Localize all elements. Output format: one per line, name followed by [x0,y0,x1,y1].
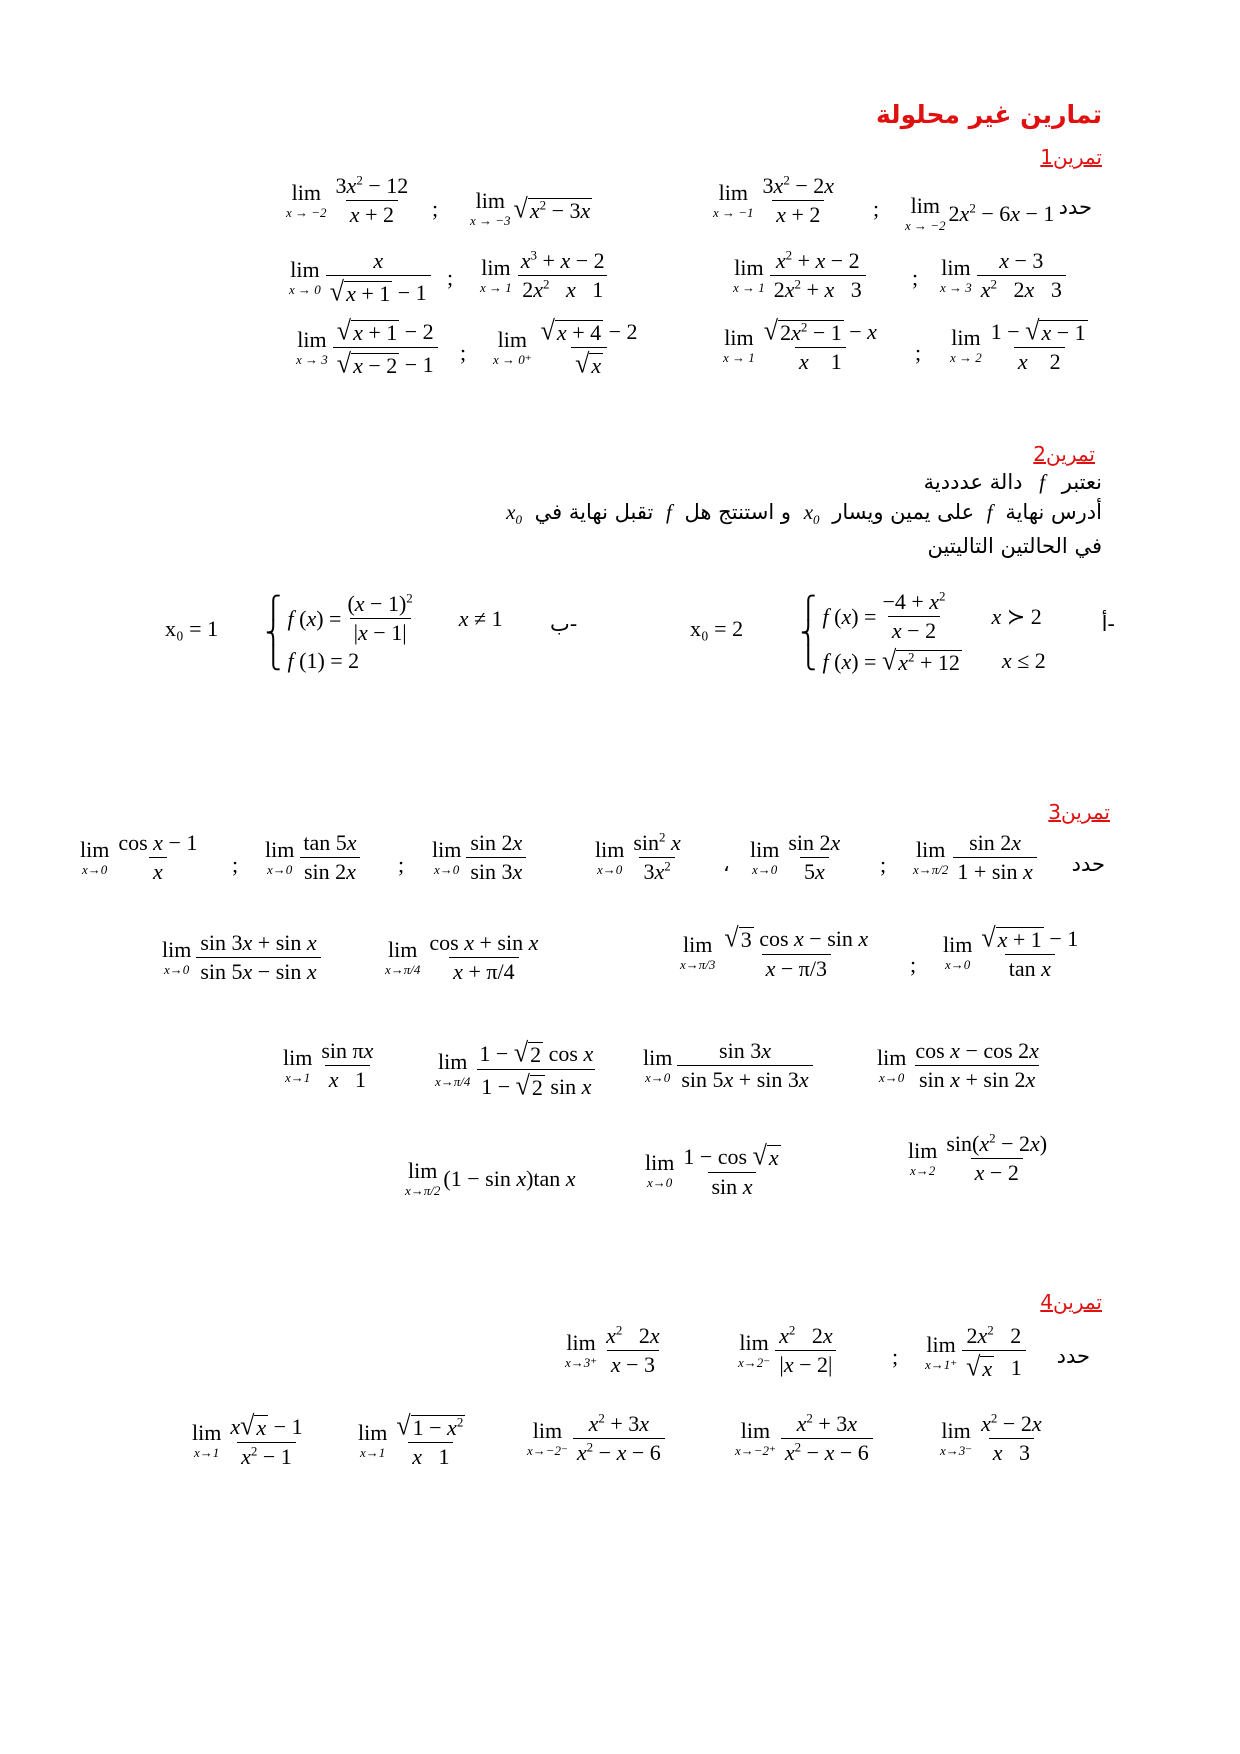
ex4-limit-6: lim x→−2⁻ $\frac{x^2 + 3x}{x^2 - x - 6}$ [527,1413,667,1464]
ex1-limit-9: lim x → 2 1 − √ x − 1 x 2 [950,315,1086,374]
exercise-3-label: تمرين3 [1048,800,1110,824]
ex3-limit-11: lim x→0 $\frac{\text{cos x − cos 2x}}{\text{sin x + sin 2x}}$ [877,1038,1039,1092]
ex3-sep: ; [232,852,239,877]
ex3-comma: ، [723,852,730,876]
ex4-limit-3: lim x→3⁺ $\frac{x^2 2x}{x - 3}$ [565,1322,660,1377]
ex1-limit-1: lim x → −2 $2x^2 - 6x - 1$ [905,193,1055,233]
ex1-sep: ; [460,340,467,365]
ex3-limit-5: lim x→0 $\frac{\tan 5x}{\sin 2x}$ [265,832,363,883]
ex3-sep: ; [910,952,917,977]
ex1-limit-2: lim x → −1 $\frac{3x^2 - 2x}{x + 2}$ [713,172,834,227]
ex3-sep: ; [398,852,405,877]
ex2-line2: أدرس نهاية f على يمين ويسار $x_0$ و استنتج هل f تقبل نهاية في $x_0$ [506,500,1102,528]
ex1-sep: ; [432,196,439,221]
ex1-limit-11: lim x → 0⁺ √ x + 4 − 2 √ x [493,315,638,379]
ex4-limit-5: lim x→−2⁺ $\frac{x^2 + 3x}{x^2 - x - 6}$ [735,1413,875,1464]
ex1-limit-6: lim x → 1 $\frac{x^2 + x - 2}{2x^2 + x 3}$ [733,250,868,301]
ex1-limit-3: lim x → −3 √ $x^2 - 3x$ [470,188,591,228]
exercise-4-instruction: حدد [1056,1344,1090,1368]
ex3-limit-10: lim x→0 $\frac{\text{sin 3x + sin x}}{\text{sin 5x − sin x}}$ [162,932,323,983]
ex2-line3: في الحالتين التاليتين [927,534,1102,558]
ex4-limit-8: lim x→1 x √ x − 1 $x^2 - 1$ [192,1410,303,1469]
ex1-limit-8: lim x → 0 x √ x + 1 − 1 [289,250,433,305]
page-title: تمارين غير محلولة [876,100,1102,129]
ex1-limit-4: lim x → −2 $\frac{3x^2 - 12}{x + 2}$ [286,172,409,227]
exercise-4-label: تمرين4 [1040,1290,1102,1314]
ex4-limit-4: lim x→3⁻ $\frac{x^2 - 2x}{x 3}$ [940,1410,1042,1465]
ex3-limit-13: lim x→π/4 1 − √ 2 cos x 1 − √ 2 sin x [435,1040,599,1099]
ex3-limit-12: lim x→0 $\frac{\sin 3x}{\sin 5x + \sin 3x}$ [643,1040,815,1091]
ex1-limit-12: lim x → 3 √ x + 1 − 2 √ x − 2 − 1 [296,318,440,377]
ex3-limit-4: lim x→0 $\frac{\sin 2x}{\sin 3x}$ [432,832,528,883]
ex3-limit-6: lim x→0 $\frac{\text{cos x − 1}}{x}$ [80,830,198,884]
ex3-limit-14: lim x→1 $\frac{\text{sin πx}}{x 1}$ [283,1038,374,1092]
ex3-limit-17: lim x→π/2 (1 − sin x)tan x [405,1158,576,1198]
ex1-sep: ; [912,265,919,290]
ex1-sep: ; [873,196,880,221]
ex4-limit-2: lim x→2⁻ $\frac{x^2 2x}{|x - 2|}$ [738,1325,839,1376]
ex2-case-b-x0: x₀ = 1 [165,616,219,641]
ex2-case-a-label: أ- [1101,612,1115,636]
ex1-sep: ; [915,340,922,365]
ex1-limit-7: lim x → 1 $\frac{x^3 + x - 2}{2x^2 x 1}$ [480,250,611,301]
ex2-case-b-system: ⎧ ⎨ ⎩ f (x) = $\frac{(x - 1)^2}{|x - 1|}$ x ≠ 1 f (1) = 2 [265,590,503,673]
ex3-limit-16: lim x→0 1 − cos √ x sin x [645,1140,779,1199]
ex3-limit-3: lim x→0 $\frac{\sin^2 x}{3x^2}$ [595,829,681,884]
exercise-1-label: تمرين1 [1040,145,1102,169]
ex3-sep: ; [880,852,887,877]
ex4-sep: ; [892,1344,899,1369]
exercise-2-label: تمرين2 [1033,442,1095,466]
exercise-3-instruction: حدد [1071,852,1105,876]
ex3-limit-15: lim x→2 $\frac{\sin(x^2 - 2x)}{x - 2}$ [908,1130,1048,1185]
ex1-sep: ; [447,265,454,290]
ex3-limit-9: lim x→π/4 $\frac{\text{cos x + sin x}}{x + \pi/4}$ [385,930,539,984]
ex3-limit-2: lim x→0 $\frac{\sin 2x}{5x}$ [750,830,841,884]
ex1-limit-5: lim x → 3 $\frac{x - 3}{x^2 2x 3}$ [940,250,1068,301]
ex2-line1: نعتبر f دالة عدددية [923,470,1102,494]
exercise-1-instruction: حدد [1058,195,1092,219]
ex2-case-a-x0: x₀ = 2 [690,616,744,641]
ex3-limit-8: lim x→π/3 √ 3 cos x − sin x x − π/3 [680,922,869,981]
ex3-limit-7: lim x→0 √ x + 1 − 1 tan x [943,922,1079,981]
ex1-limit-10: lim x → 1 √ $2x^2 - 1$ − x x 1 [723,315,877,374]
ex4-limit-7: lim x→1 √ $1 - x^2$ x 1 [358,1410,464,1469]
ex4-limit-1: lim x→1⁺ $2x^2$ 2 √ x 1 [925,1325,1028,1380]
ex3-limit-1: lim x→π/2 $\frac{\sin 2x}{\text{1 + sin x}}$ [913,832,1039,883]
ex2-case-b-label: ب- [550,612,578,636]
ex2-case-a-system: ⎧ ⎨ ⎩ f (x) = $\frac{-4 + x^2}{x - 2}$ x ≻ 2 f (x) = √ $x^2 + 12$ x ≤ 2 [800,588,1046,676]
